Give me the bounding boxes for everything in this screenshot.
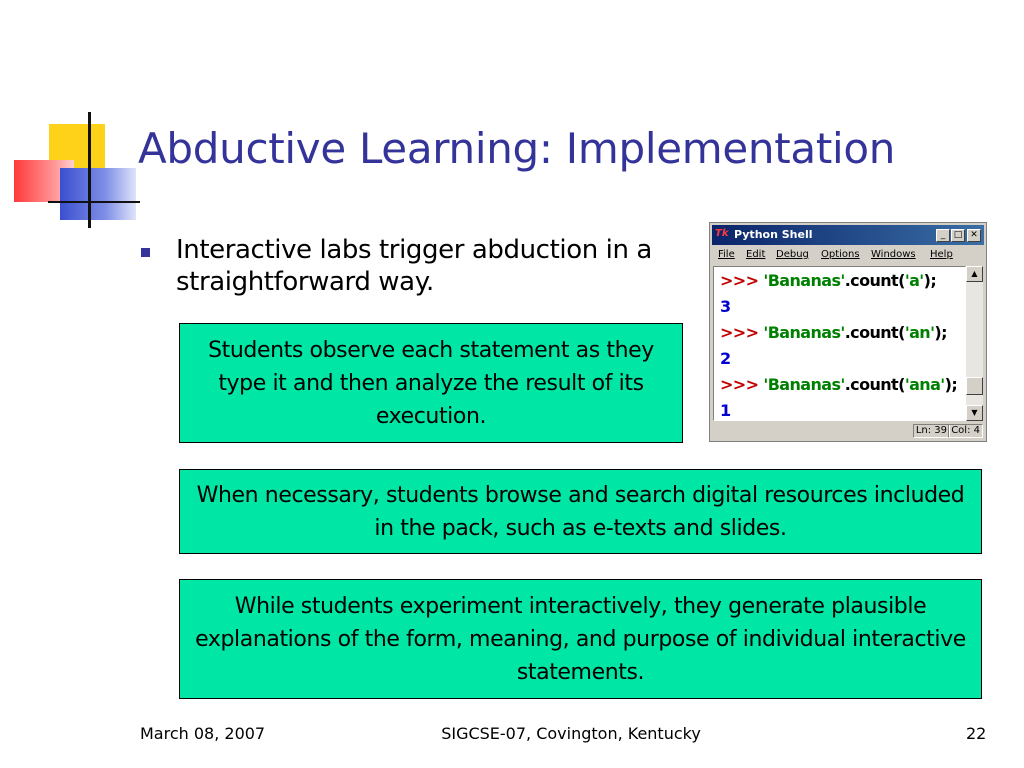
footer-event: SIGCSE-07, Covington, Kentucky bbox=[441, 724, 701, 743]
vertical-scrollbar[interactable] bbox=[966, 266, 983, 421]
menu-options[interactable]: Options bbox=[821, 249, 860, 260]
shell-prompt: >>> bbox=[720, 323, 759, 342]
shell-code-end: ); bbox=[934, 323, 947, 342]
shell-code: .count( bbox=[844, 271, 905, 290]
status-bar bbox=[712, 423, 984, 439]
window-title-bar[interactable] bbox=[712, 225, 984, 245]
shell-output-line: 3 bbox=[720, 297, 731, 316]
minimize-icon[interactable]: _ bbox=[936, 229, 950, 242]
shell-code-end: ); bbox=[944, 375, 958, 394]
close-icon[interactable]: ✕ bbox=[967, 229, 981, 242]
shell-argument: 'ana' bbox=[904, 375, 945, 394]
shell-argument: 'an' bbox=[904, 323, 935, 342]
shell-argument: 'a' bbox=[904, 271, 924, 290]
shell-string: 'Bananas' bbox=[763, 271, 845, 290]
slide-title: Abductive Learning: Implementation bbox=[138, 124, 896, 173]
shell-code-end: ); bbox=[923, 271, 937, 290]
shell-code: .count( bbox=[844, 375, 905, 394]
shell-prompt: >>> bbox=[720, 271, 759, 290]
shell-string: 'Bananas' bbox=[763, 375, 845, 394]
menu-bar bbox=[712, 247, 984, 265]
status-line-number: Ln: 39 bbox=[913, 424, 950, 438]
callout-text-observe: Students observe each statement as they type it and then analyze the result of its execution. bbox=[208, 337, 654, 429]
shell-input-line bbox=[720, 375, 957, 394]
maximize-icon[interactable]: □ bbox=[951, 229, 965, 242]
shell-output-line: 1 bbox=[720, 401, 731, 420]
shell-string: 'Bananas' bbox=[763, 323, 845, 342]
callout-box-observe bbox=[179, 323, 683, 443]
callout-text-experiment: While students experiment interactively, they generate plausible explanations of the form, meaning, and purpose of individual interactive statements. bbox=[195, 593, 966, 685]
decor-vertical-line bbox=[88, 112, 91, 228]
shell-prompt: >>> bbox=[720, 375, 759, 394]
scroll-down-arrow-icon[interactable]: ▼ bbox=[966, 405, 983, 421]
callout-text-browse: When necessary, students browse and search digital resources included in the pack, such as e-texts and slides. bbox=[196, 482, 965, 541]
menu-file[interactable]: File bbox=[718, 249, 735, 260]
menu-debug[interactable]: Debug bbox=[776, 249, 809, 260]
shell-input-line bbox=[720, 271, 936, 290]
bullet-text: Interactive labs trigger abduction in a straightforward way. bbox=[176, 235, 652, 297]
callout-box-browse bbox=[179, 469, 982, 554]
window-title: Python Shell bbox=[734, 228, 813, 241]
footer-page-number: 22 bbox=[966, 724, 987, 743]
shell-input-line bbox=[720, 323, 947, 342]
bullet-square-icon bbox=[141, 248, 150, 257]
shell-output-line: 2 bbox=[720, 349, 731, 368]
python-shell-window bbox=[709, 222, 987, 442]
decor-horizontal-line bbox=[48, 201, 140, 203]
callout-box-experiment bbox=[179, 579, 982, 699]
scroll-up-arrow-icon[interactable]: ▲ bbox=[966, 266, 983, 282]
menu-edit[interactable]: Edit bbox=[746, 249, 766, 260]
menu-help[interactable]: Help bbox=[930, 249, 953, 260]
footer-date: March 08, 2007 bbox=[140, 724, 266, 743]
status-column-number: Col: 4 bbox=[948, 424, 983, 438]
tk-app-icon: Tk bbox=[715, 228, 729, 239]
scroll-thumb[interactable] bbox=[966, 377, 983, 395]
shell-code: .count( bbox=[844, 323, 905, 342]
shell-text-area[interactable] bbox=[713, 266, 966, 421]
decor-blue-square bbox=[60, 168, 136, 220]
menu-windows[interactable]: Windows bbox=[871, 249, 916, 260]
